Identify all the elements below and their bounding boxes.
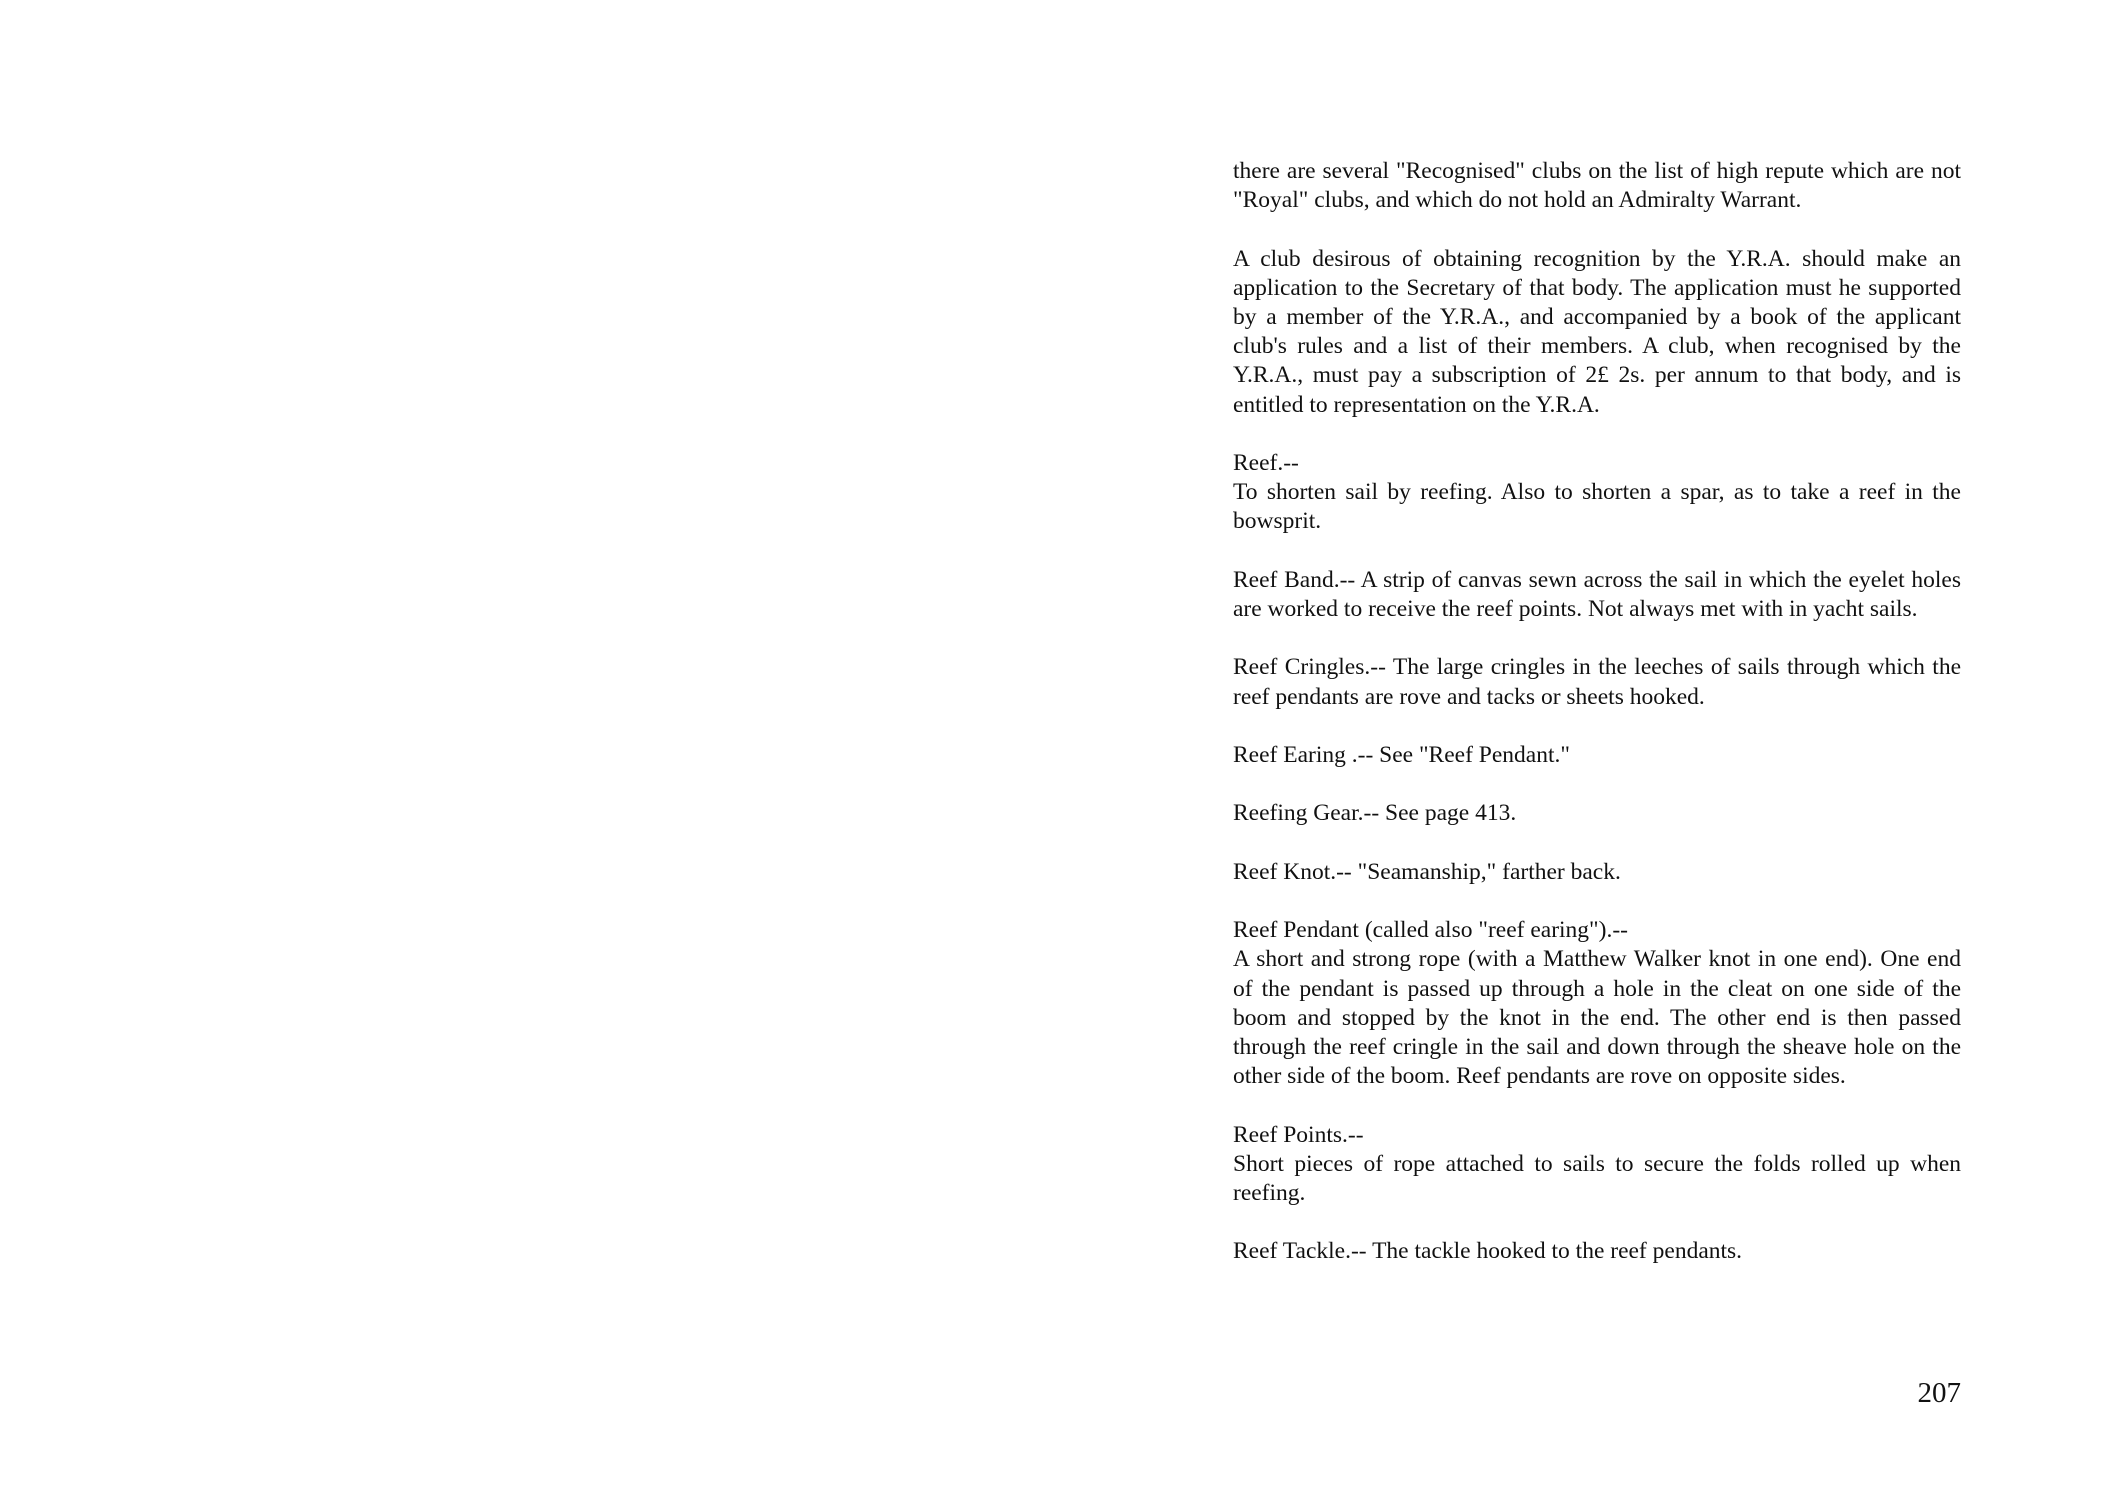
entry-body: To shorten sail by reefing. Also to shorten a spar, as to take a reef in the bowsprit. bbox=[1233, 479, 1961, 535]
entry-body: Reef Cringles.-- The large cringles in the leeches of sails through which the reef pendants are rove and tacks or sheets hooked. bbox=[1233, 654, 1961, 710]
entry-reef-band bbox=[1233, 566, 1961, 624]
entry-body: there are several "Recognised" clubs on the list of high repute which are not "Royal" clubs, and which do not hold an Admiralty Warrant. bbox=[1233, 158, 1961, 214]
entry-body: A short and strong rope (with a Matthew Walker knot in one end). One end of the pendant is passed up through a hole in the cleat on one side of the boom and stopped by the knot in the end. The other end is then passed through the reef cringle in the sail and down through the sheave hole on the other side of the boom. Reef pendants are rove on opposite sides. bbox=[1233, 946, 1961, 1090]
glossary-text-column bbox=[1233, 157, 1961, 1296]
entry-recognised-clubs bbox=[1233, 157, 1961, 215]
entry-body: A club desirous of obtaining recognition by the Y.R.A. should make an application to the Secretary of that body. The application must he supported by a member of the Y.R.A., and accompanied by a book of the applicant club's rules and a list of their members. A club, when recognised by the Y.R.A., must pay a subscription of 2£ 2s. per annum to that body, and is entitled to representation on the Y.R.A. bbox=[1233, 245, 1961, 418]
entry-reef bbox=[1233, 449, 1961, 537]
page-number: 207 bbox=[1917, 1377, 1961, 1409]
entry-reef-pendant bbox=[1233, 916, 1961, 1091]
entry-body: Reef Earing .-- See "Reef Pendant." bbox=[1233, 741, 1570, 768]
entry-reef-cringles bbox=[1233, 653, 1961, 711]
entry-body: Reefing Gear.-- See page 413. bbox=[1233, 800, 1517, 827]
entry-body: Short pieces of rope attached to sails to secure the folds rolled up when reefing. bbox=[1233, 1150, 1961, 1206]
entry-body: Reef Tackle.-- The tackle hooked to the reef pendants. bbox=[1233, 1238, 1743, 1265]
entry-reef-earing bbox=[1233, 741, 1961, 770]
entry-body: Reef Band.-- A strip of canvas sewn across the sail in which the eyelet holes are worked to receive the reef points. Not always met with in yacht sails. bbox=[1233, 566, 1961, 622]
entry-reef-points bbox=[1233, 1121, 1961, 1209]
entry-reef-tackle bbox=[1233, 1237, 1961, 1266]
entry-term: Reef Points.-- bbox=[1233, 1121, 1364, 1148]
entry-term: Reef.-- bbox=[1233, 450, 1299, 476]
left-page-blank bbox=[0, 0, 1052, 1489]
entry-reefing-gear bbox=[1233, 799, 1961, 828]
entry-term: Reef Pendant (called also "reef earing").-- bbox=[1233, 917, 1628, 944]
entry-body: Reef Knot.-- "Seamanship," farther back. bbox=[1233, 858, 1621, 885]
entry-club-recognition bbox=[1233, 245, 1961, 420]
entry-reef-knot bbox=[1233, 858, 1961, 887]
